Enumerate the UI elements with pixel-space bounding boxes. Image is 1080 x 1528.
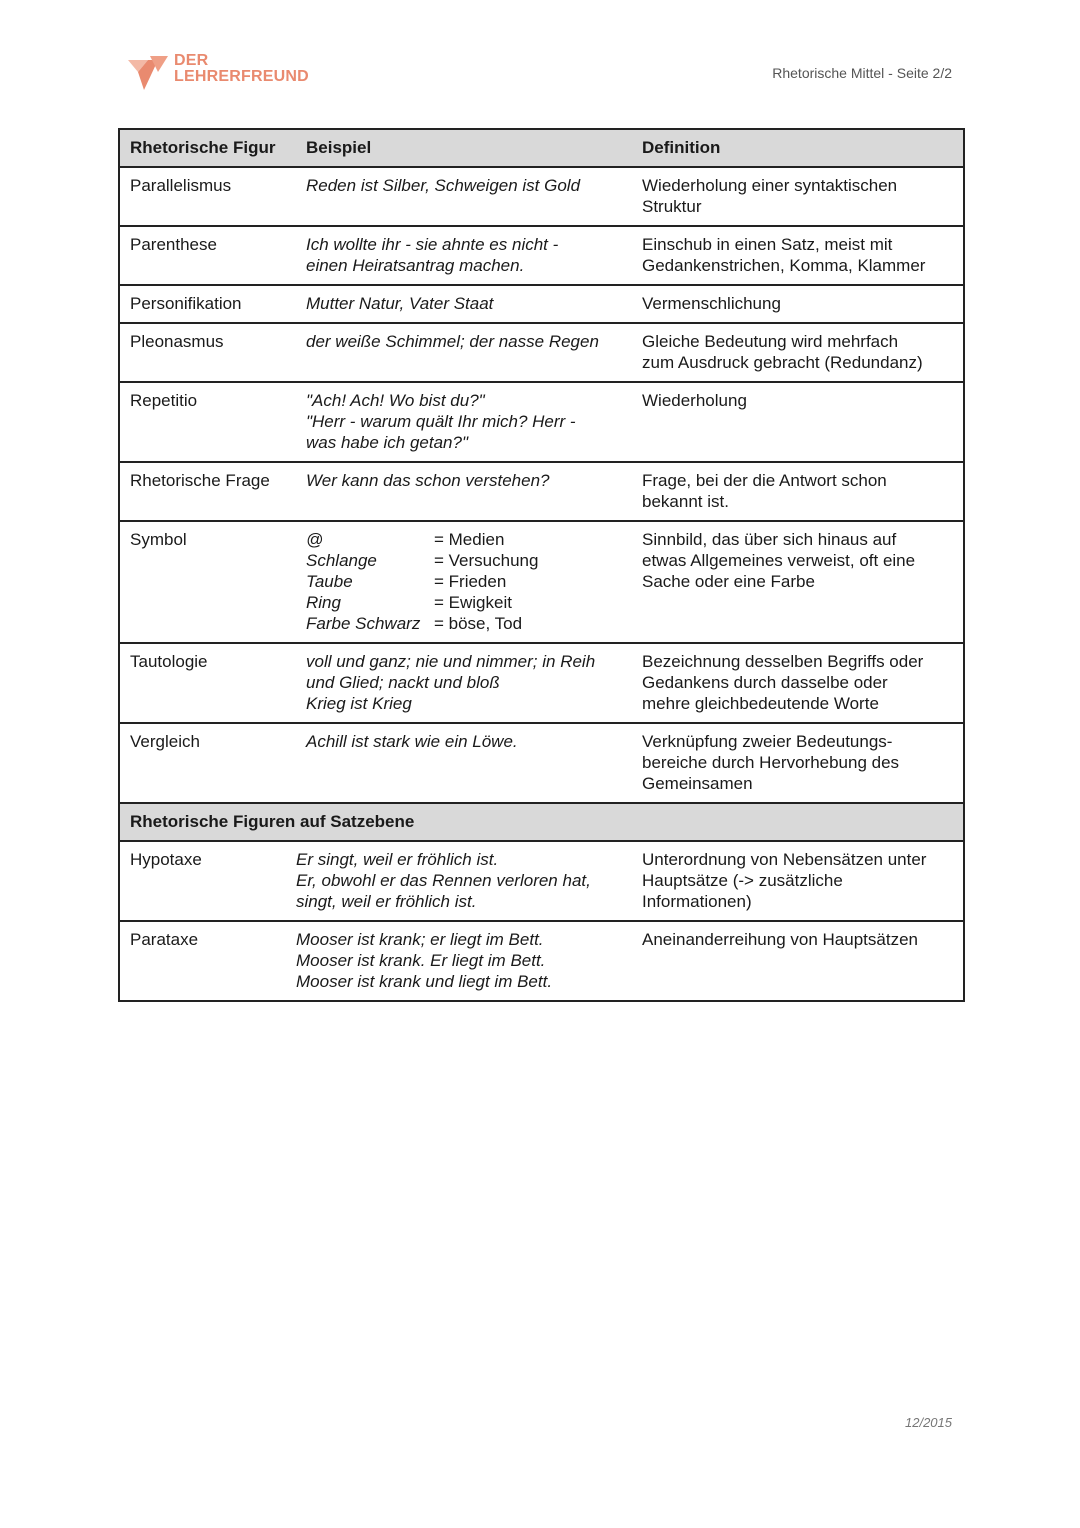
cell-beispiel [296, 841, 632, 921]
cell-definition [632, 921, 964, 1001]
cell-figur: Repetitio [119, 382, 296, 462]
text-line: Sinnbild, das über sich hinaus auf [642, 530, 897, 549]
header-definition: Definition [632, 129, 964, 167]
text-line: Vermenschlichung [642, 294, 781, 313]
text-line: Verknüpfung zweier Bedeutungs- [642, 732, 893, 751]
cell-beispiel [296, 462, 632, 521]
table-row [119, 285, 964, 323]
cell-definition [632, 723, 964, 803]
cell-beispiel [296, 285, 632, 323]
text-line: einen Heiratsantrag machen. [306, 256, 525, 275]
symbol-value: = Medien [434, 530, 505, 549]
cell-beispiel [296, 382, 632, 462]
text-line: Er, obwohl er das Rennen verloren hat, [296, 871, 591, 890]
logo-text [174, 53, 309, 85]
symbol-key: Taube [306, 572, 353, 591]
header-figur: Rhetorische Figur [119, 129, 296, 167]
page-label: Rhetorische Mittel - Seite 2/2 [772, 65, 952, 81]
cell-beispiel [296, 521, 632, 643]
text-line: Bezeichnung desselben Begriffs oder [642, 652, 924, 671]
text-line: Gedankenstrichen, Komma, Klammer [642, 256, 926, 275]
text-line: der weiße Schimmel; der nasse Regen [306, 332, 599, 351]
brand-logo [128, 50, 328, 94]
text-line: Mooser ist krank. Er liegt im Bett. [296, 951, 546, 970]
text-line: Aneinanderreihung von Hauptsätzen [642, 930, 918, 949]
table-row [119, 226, 964, 285]
table-row [119, 323, 964, 382]
text-line: Wiederholung [642, 391, 747, 410]
text-line: Ich wollte ihr - sie ahnte es nicht - [306, 235, 559, 254]
cell-figur: Parataxe [119, 921, 296, 1001]
cell-beispiel [296, 167, 632, 226]
symbol-value: = Ewigkeit [434, 593, 512, 612]
text-line: Frage, bei der die Antwort schon [642, 471, 887, 490]
table-row [119, 462, 964, 521]
text-line: Wiederholung einer syntaktischen [642, 176, 898, 195]
text-line: voll und ganz; nie und nimmer; in Reih [306, 652, 596, 671]
text-line: Achill ist stark wie ein Löwe. [306, 732, 518, 751]
text-line: etwas Allgemeines verweist, oft eine [642, 551, 916, 570]
table-row-symbol [119, 521, 964, 643]
table-row [119, 723, 964, 803]
table-row [119, 841, 964, 921]
text-line: Sache oder eine Farbe [642, 572, 815, 591]
text-line: Einschub in einen Satz, meist mit [642, 235, 893, 254]
symbol-value: = Versuchung [434, 551, 539, 570]
text-line: Gemeinsamen [642, 774, 753, 793]
cell-beispiel [296, 323, 632, 382]
cell-figur: Tautologie [119, 643, 296, 723]
cell-definition [632, 285, 964, 323]
text-line: Gleiche Bedeutung wird mehrfach [642, 332, 899, 351]
text-line: Hauptsätze (-> zusätzliche [642, 871, 843, 890]
table-row [119, 921, 964, 1001]
text-line: Wer kann das schon verstehen? [306, 471, 550, 490]
cell-figur: Pleonasmus [119, 323, 296, 382]
cell-beispiel [296, 921, 632, 1001]
text-line: Unterordnung von Nebensätzen unter [642, 850, 927, 869]
header-beispiel: Beispiel [296, 129, 632, 167]
text-line: Mooser ist krank und liegt im Bett. [296, 972, 553, 991]
symbol-key: Farbe Schwarz [306, 614, 421, 633]
cell-figur: Symbol [119, 521, 296, 643]
symbol-value: = Frieden [434, 572, 507, 591]
text-line: und Glied; nackt und bloß [306, 673, 500, 692]
cell-definition [632, 462, 964, 521]
table-row [119, 643, 964, 723]
table-row [119, 382, 964, 462]
section-title: Rhetorische Figuren auf Satzebene [119, 803, 964, 841]
symbol-key: Schlange [306, 551, 377, 570]
logo-line-1: DER [174, 52, 209, 69]
text-line: "Ach! Ach! Wo bist du?" [306, 391, 485, 410]
cell-definition [632, 167, 964, 226]
symbol-key: @ [306, 530, 324, 549]
symbol-key: Ring [306, 593, 341, 612]
cell-figur: Vergleich [119, 723, 296, 803]
text-line: Er singt, weil er fröhlich ist. [296, 850, 499, 869]
text-line: Struktur [642, 197, 702, 216]
symbol-value: = böse, Tod [434, 614, 523, 633]
cell-definition [632, 841, 964, 921]
cell-definition [632, 382, 964, 462]
cell-beispiel [296, 643, 632, 723]
cell-beispiel [296, 723, 632, 803]
table-row [119, 167, 964, 226]
cell-figur: Rhetorische Frage [119, 462, 296, 521]
table-header-row [119, 129, 964, 167]
text-line: Mutter Natur, Vater Staat [306, 294, 494, 313]
cell-figur: Parallelismus [119, 167, 296, 226]
text-line: mehre gleichbedeutende Worte [642, 694, 879, 713]
text-line: was habe ich getan?" [306, 433, 468, 452]
cell-figur: Parenthese [119, 226, 296, 285]
text-line: singt, weil er fröhlich ist. [296, 892, 477, 911]
logo-arrow-icon [128, 50, 172, 92]
text-line: Reden ist Silber, Schweigen ist Gold [306, 176, 581, 195]
cell-definition [632, 226, 964, 285]
cell-definition [632, 643, 964, 723]
logo-line-2: LEHRERFREUND [174, 68, 309, 85]
text-line: Gedankens durch dasselbe oder [642, 673, 888, 692]
cell-definition [632, 521, 964, 643]
text-line: Mooser ist krank; er liegt im Bett. [296, 930, 544, 949]
text-line: bekannt ist. [642, 492, 729, 511]
symbol-list [306, 529, 622, 634]
text-line: Krieg ist Krieg [306, 694, 412, 713]
text-line: Informationen) [642, 892, 752, 911]
footer-date: 12/2015 [905, 1415, 952, 1430]
cell-beispiel [296, 226, 632, 285]
rhetoric-table [118, 128, 965, 1002]
text-line: zum Ausdruck gebracht (Redundanz) [642, 353, 923, 372]
cell-figur: Personifikation [119, 285, 296, 323]
cell-definition [632, 323, 964, 382]
text-line: bereiche durch Hervorhebung des [642, 753, 900, 772]
cell-figur: Hypotaxe [119, 841, 296, 921]
text-line: "Herr - warum quält Ihr mich? Herr - [306, 412, 576, 431]
section-header-row [119, 803, 964, 841]
